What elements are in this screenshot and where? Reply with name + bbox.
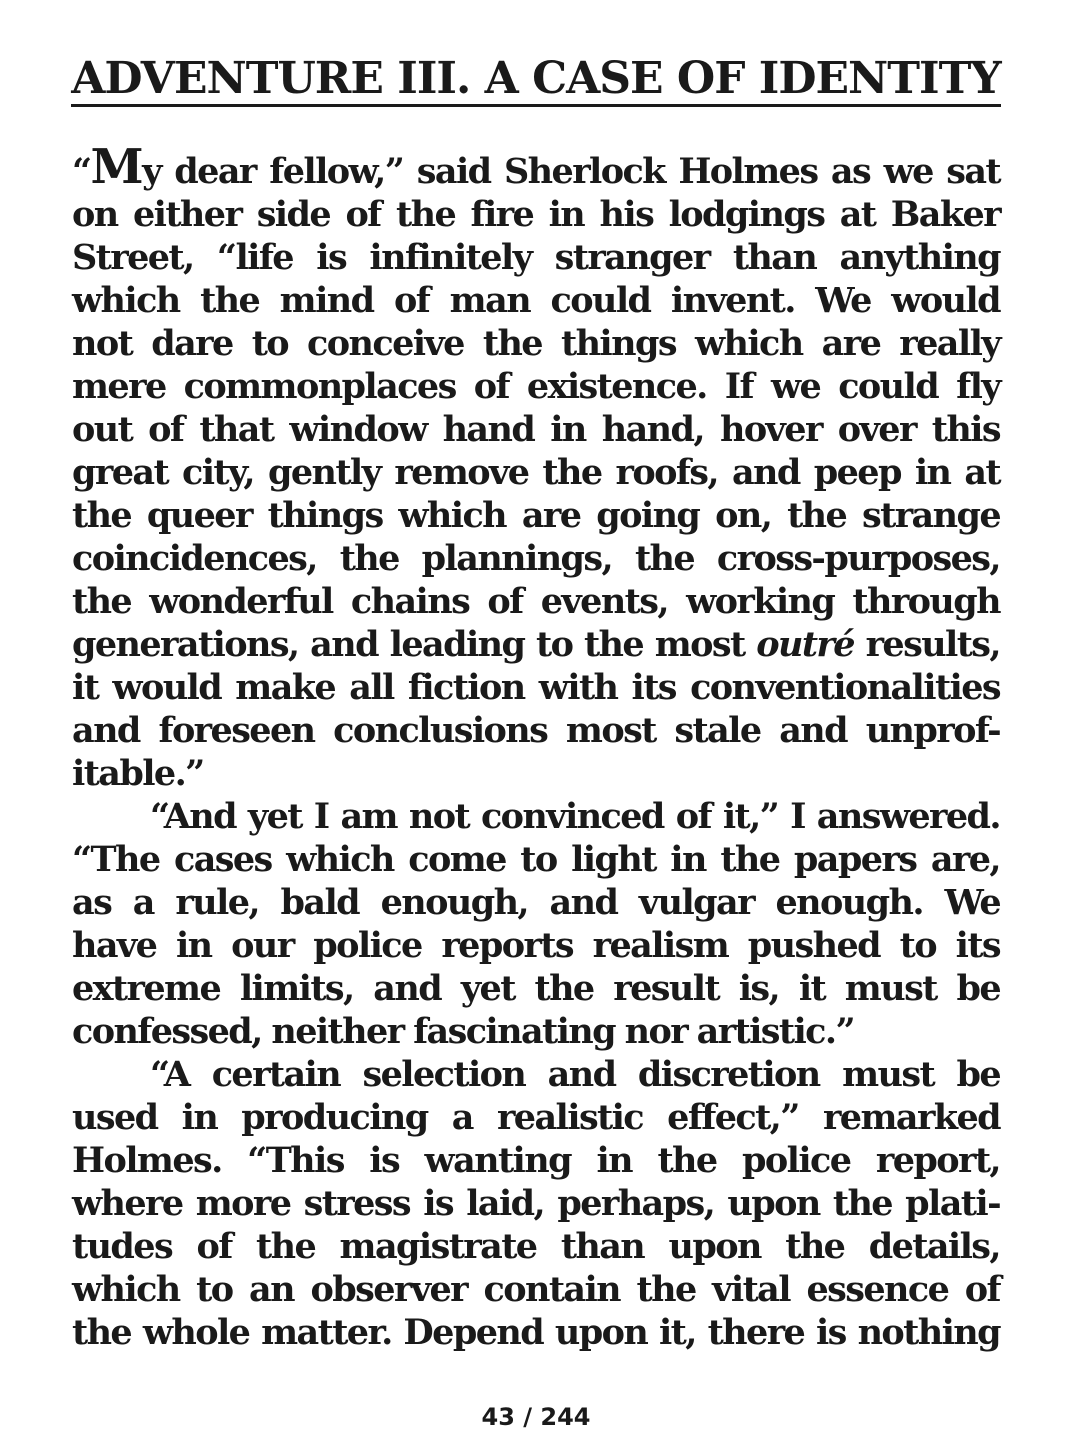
text-line: the whole matter. Depend upon it, there is nothing bbox=[72, 1312, 1000, 1353]
text-line: mere commonplaces of existence. If we could fly bbox=[72, 366, 1000, 407]
text-line: and foreseen conclusions most stale and unprof- bbox=[72, 710, 1000, 751]
text-line: the wonderful chains of events, working through bbox=[72, 581, 1000, 622]
text-line: which to an observer contain the vital essence of bbox=[72, 1269, 1000, 1310]
text-line: generations, and leading to the most outré results, bbox=[72, 624, 1000, 665]
text-line: out of that window hand in hand, hover over this bbox=[72, 409, 1000, 450]
text-line: itable.” bbox=[72, 753, 204, 794]
chapter-title bbox=[0, 50, 1072, 108]
text-line: “And yet I am not convinced of it,” I answered. bbox=[150, 796, 1000, 837]
body-text bbox=[72, 139, 1000, 1354]
chapter-title-text: ADVENTURE III. A CASE OF IDENTITY bbox=[71, 53, 1000, 107]
text-line: where more stress is laid, perhaps, upon the plati- bbox=[72, 1183, 1000, 1224]
text-line: “A certain selection and discretion must be bbox=[150, 1054, 1000, 1095]
paragraph bbox=[72, 139, 1000, 795]
text-line: “My dear fellow,” said Sherlock Holmes as we sat bbox=[72, 139, 1000, 195]
text-line: not dare to conceive the things which are really bbox=[72, 323, 1000, 364]
text-line: have in our police reports realism pushed to its bbox=[72, 925, 1000, 966]
text-line: extreme limits, and yet the result is, it must be bbox=[72, 968, 1000, 1009]
text-line: coincidences, the plannings, the cross-purposes, bbox=[72, 538, 1000, 579]
page-number: 43 / 244 bbox=[481, 1403, 591, 1431]
text-line: great city, gently remove the roofs, and peep in at bbox=[72, 452, 1000, 493]
text-line: which the mind of man could invent. We would bbox=[72, 280, 1000, 321]
text-line: the queer things which are going on, the strange bbox=[72, 495, 1000, 536]
paragraph bbox=[72, 1053, 1000, 1354]
drop-cap: M bbox=[90, 139, 143, 195]
text-line: on either side of the fire in his lodgings at Baker bbox=[72, 194, 1000, 235]
text-line: used in producing a realistic effect,” remarked bbox=[72, 1097, 1000, 1138]
italic-word: outré bbox=[756, 624, 854, 665]
text-line: as a rule, bald enough, and vulgar enough. We bbox=[72, 882, 1000, 923]
text-line: tudes of the magistrate than upon the details, bbox=[72, 1226, 1000, 1267]
text-line: Holmes. “This is wanting in the police report, bbox=[72, 1140, 1000, 1181]
text-line: it would make all fiction with its conventionalities bbox=[72, 667, 1000, 708]
text-line: “The cases which come to light in the papers are, bbox=[72, 839, 1000, 880]
drop-quote: “ bbox=[72, 151, 91, 192]
text-line: confessed, neither fascinating nor artistic.” bbox=[72, 1011, 854, 1052]
text-line: Street, “life is infinitely stranger than anything bbox=[72, 237, 1000, 278]
paragraph bbox=[72, 795, 1000, 1053]
